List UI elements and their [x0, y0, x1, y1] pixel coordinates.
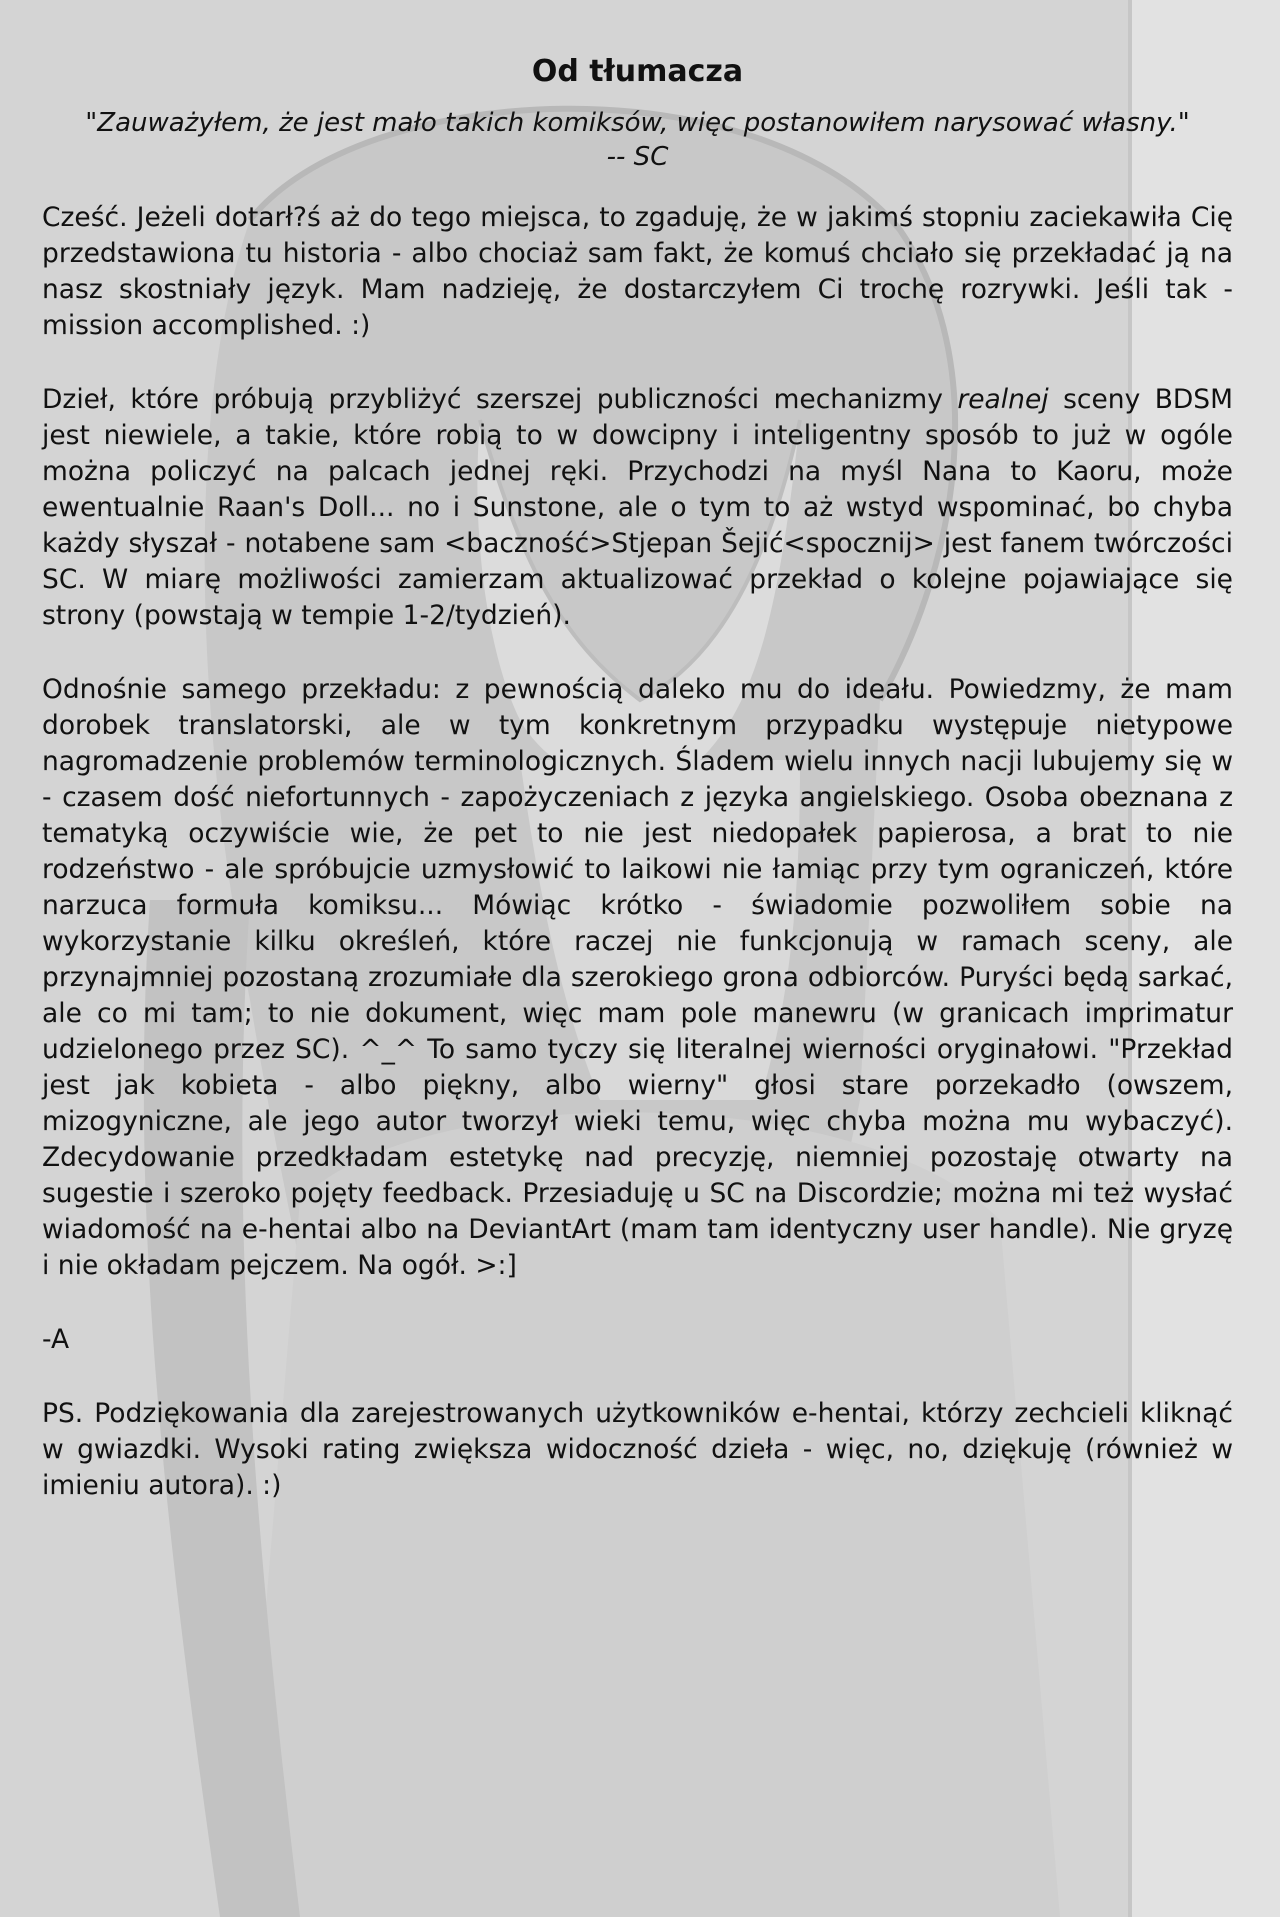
signature: -A: [42, 1324, 70, 1355]
paragraph-works-start: Dzieł, które próbują przybliżyć szerszej publiczności mechanizmy: [42, 384, 958, 415]
translator-note: [42, 52, 1233, 1542]
paragraph-greeting: Cześć. Jeżeli dotarł?ś aż do tego miejsca, to zgaduję, że w jakimś stopniu zaciekawiła Cię przedstawiona tu historia - albo chociaż sam fakt, że komuś chciało się przekładać ją na nasz skostniały język. Mam nadzieję, że dostarczyłem Ci trochę rozrywki. Jeśli tak - mission accomplished. :): [42, 202, 1233, 341]
epigraph-attribution: -- SC: [606, 142, 669, 172]
epigraph-text: "Zauważyłem, że jest mało takich komiksów, więc postanowiłem narysować własny.": [85, 108, 1190, 138]
paragraph-works: [42, 382, 1233, 634]
paragraph-translation: Odnośnie samego przekładu: z pewnością daleko mu do ideału. Powiedzmy, że mam dorobek translatorski, ale w tym konkretnym przypadku występuje nietypowe nagromadzenie problemów terminologicznych. Śladem wielu innych nacji lubujemy się w - czasem dość niefortunnych - zapożyczeniach z języka angielskiego. Osoba obeznana z tematyką oczywiście wie, że pet to nie jest niedopałek papierosa, a brat to nie rodzeństwo - ale spróbujcie uzmysłowić to laikowi nie łamiąc przy tym ograniczeń, które narzuca formuła komiksu... Mówiąc krótko - świadomie pozwoliłem sobie na wykorzystanie kilku określeń, które raczej nie funkcjonują w ramach sceny, ale przynajmniej pozostaną zrozumiałe dla szerokiego grona odbiorców. Puryści będą sarkać, ale co mi tam; to nie dokument, więc mam pole manewru (w granicach imprimatur udzielonego przez SC). ^_^ To samo tyczy się literalnej wierności oryginałowi. "Przekład jest jak kobieta - albo piękny, albo wierny" głosi stare porzekadło (owszem, mizogyniczne, ale jego autor tworzył wieki temu, więc chyba można mu wybaczyć). Zdecydowanie przedkładam estetykę nad precyzję, niemniej pozostaję otwarty na sugestie i szeroko pojęty feedback. Przesiaduję u SC na Discordzie; można mi też wysłać wiadomość na e-hentai albo na DeviantArt (mam tam identyczny user handle). Nie gryzę i nie okładam pejczem. Na ogół. >:]: [42, 674, 1233, 1281]
epigraph-quote: [42, 106, 1233, 174]
page-title: Od tłumacza: [531, 54, 744, 89]
paragraph-works-rest: sceny BDSM jest niewiele, a takie, które robią to w dowcipny i inteligentny sposób to już w ogóle można policzyć na palcach jednej ręki. Przychodzi na myśl Nana to Kaoru, może ewentualnie Raan's Doll... no i Sunstone, ale o tym to aż wstyd wspominać, bo chyba każdy słyszał - notabene sam <baczność>Stjepan Šejić<spocznij> jest fanem twórczości SC. W miarę możliwości zamierzam aktualizować przekład o kolejne pojawiające się strony (powstają w tempie 1-2/tydzień).: [42, 384, 1233, 631]
paragraph-ps: PS. Podziękowania dla zarejestrowanych użytkowników e-hentai, którzy zechcieli kliknąć w gwiazdki. Wysoki rating zwiększa widoczność dzieła - więc, no, dziękuję (również w imieniu autora). :): [42, 1398, 1233, 1501]
emphasis-realnej: realnej: [957, 384, 1049, 415]
